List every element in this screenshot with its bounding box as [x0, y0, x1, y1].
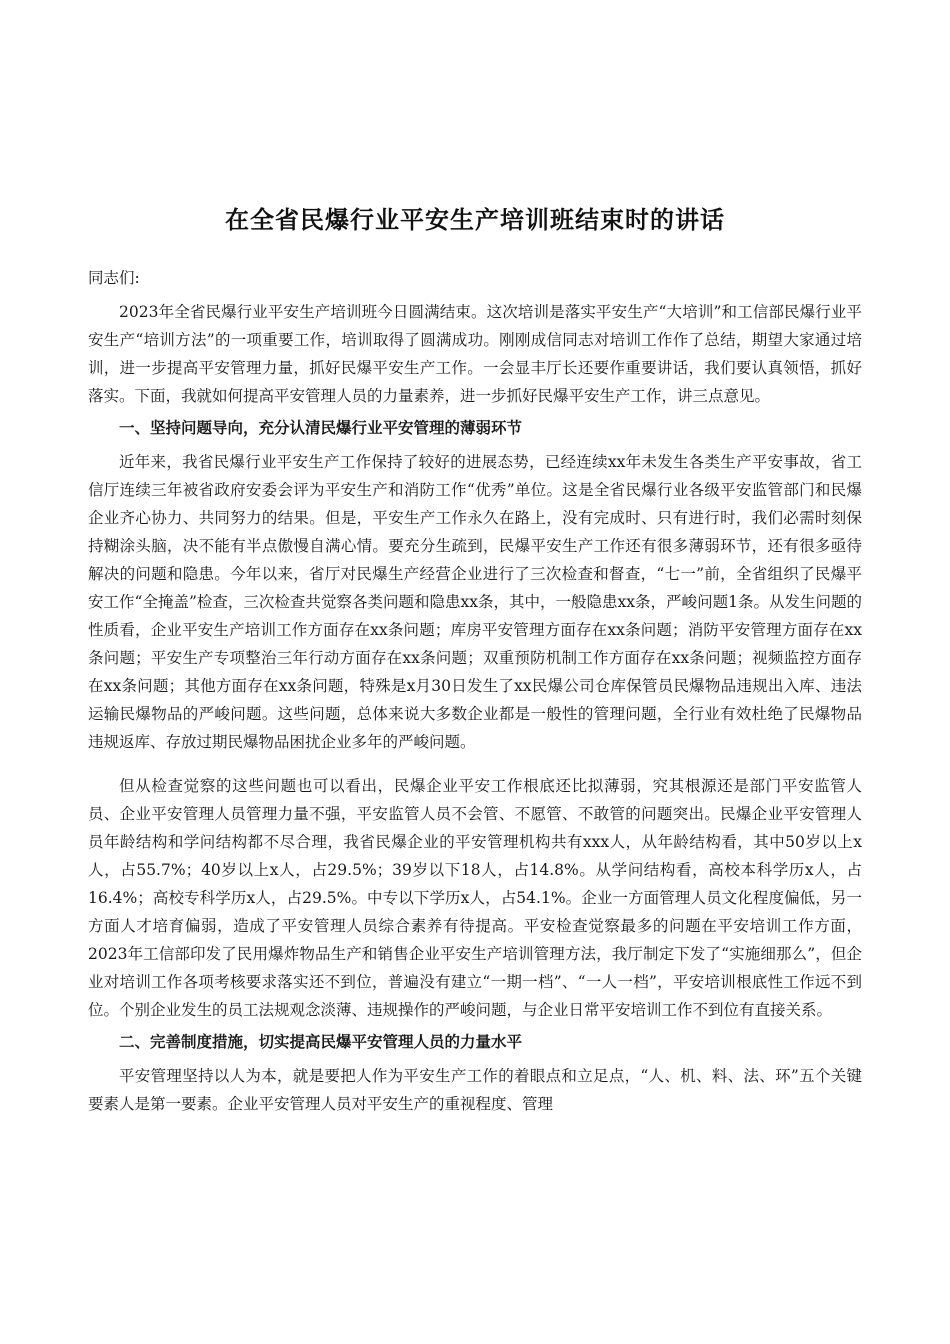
section-1-heading: 一、坚持问题导向，充分认清民爆行业平安管理的薄弱环节	[119, 419, 523, 437]
section-1-paragraph-2: 但从检查觉察的这些问题也可以看出，民爆企业平安工作根底还比拟薄弱，究其根源还是部门平安监管人员、企业平安管理人员管理力量不强，平安监管人员不会管、不愿管、不敢管的问题突出。民爆企业平安管理人员年龄结构和学问结构都不尽合理，我省民爆企业的平安管理机构共有xxx人，从年龄结构看，其中50岁以上x人，占55.7%；40岁以上x人，占29.5%；39岁以下18人，占14.8%。从学问结构看，高校本科学历x人，占16.4%；高校专科学历x人，占29.5%。中专以下学历x人，占54.1%。企业一方面管理人员文化程度偏低，另一方面人才培育偏弱，造成了平安管理人员综合素养有待提高。平安检查觉察最多的问题在平安培训工作方面，2023年工信部印发了民用爆炸物品生产和销售企业平安生产培训管理方法，我厅制定下发了“实施细那么”，但企业对培训工作各项考核要求落实还不到位，普遍没有建立“一期一档”、“一人一档”，平安培训根底性工作远不到位。个别企业发生的员工法规观念淡薄、违规操作的严峻问题，与企业日常平安培训工作不到位有直接关系。	[88, 777, 862, 1019]
salutation: 同志们:	[88, 269, 140, 287]
document-title: 在全省民爆行业平安生产培训班结束时的讲话	[225, 206, 725, 234]
document-page	[88, 200, 862, 1118]
intro-paragraph: 2023年全省民爆行业平安生产培训班今日圆满结束。这次培训是落实平安生产“大培训”和工信部民爆行业平安生产“培训方法”的一项重要工作，培训取得了圆满成功。刚刚成信同志对培训工作作了总结，期望大家通过培训，进一步提高平安管理力量，抓好民爆平安生产工作。一会显丰厅长还要作重要讲话，我们要认真领悟，抓好落实。下面，我就如何提高平安管理人员的力量素养，进一步抓好民爆平安生产工作，讲三点意见。	[88, 303, 862, 405]
section-2-paragraph-1: 平安管理坚持以人为本，就是要把人作为平安生产工作的着眼点和立足点，“人、机、料、法、环”五个关键要素人是第一要素。企业平安管理人员对平安生产的重视程度、管理	[88, 1067, 862, 1113]
section-2-heading: 二、完善制度措施，切实提高民爆平安管理人员的力量水平	[119, 1033, 523, 1051]
section-1-paragraph-1: 近年来，我省民爆行业平安生产工作保持了较好的进展态势，已经连续xx年未发生各类生产平安事故，省工信厅连续三年被省政府安委会评为平安生产和消防工作“优秀”单位。这是全省民爆行业各级平安监管部门和民爆企业齐心协力、共同努力的结果。但是，平安生产工作永久在路上，没有完成时、只有进行时，我们必需时刻保持糊涂头脑，决不能有半点傲慢自满心情。要充分生疏到，民爆平安生产工作还有很多薄弱环节，还有很多亟待解决的问题和隐患。今年以来，省厅对民爆生产经营企业进行了三次检查和督查，“七一”前，全省组织了民爆平安工作“全掩盖”检查，三次检查共觉察各类问题和隐患xx条，其中，一般隐患xx条，严峻问题1条。从发生问题的性质看，企业平安生产培训工作方面存在xx条问题；库房平安管理方面存在xx条问题；消防平安管理方面存在xx条问题；平安生产专项整治三年行动方面存在xx条问题；双重预防机制工作方面存在xx条问题；视频监控方面存在xx条问题；其他方面存在xx条问题，特殊是x月30日发生了xx民爆公司仓库保管员民爆物品违规出入库、违法运输民爆物品的严峻问题。这些问题，总体来说大多数企业都是一般性的管理问题，全行业有效杜绝了民爆物品违规返库、存放过期民爆物品困扰企业多年的严峻问题。	[88, 453, 862, 751]
